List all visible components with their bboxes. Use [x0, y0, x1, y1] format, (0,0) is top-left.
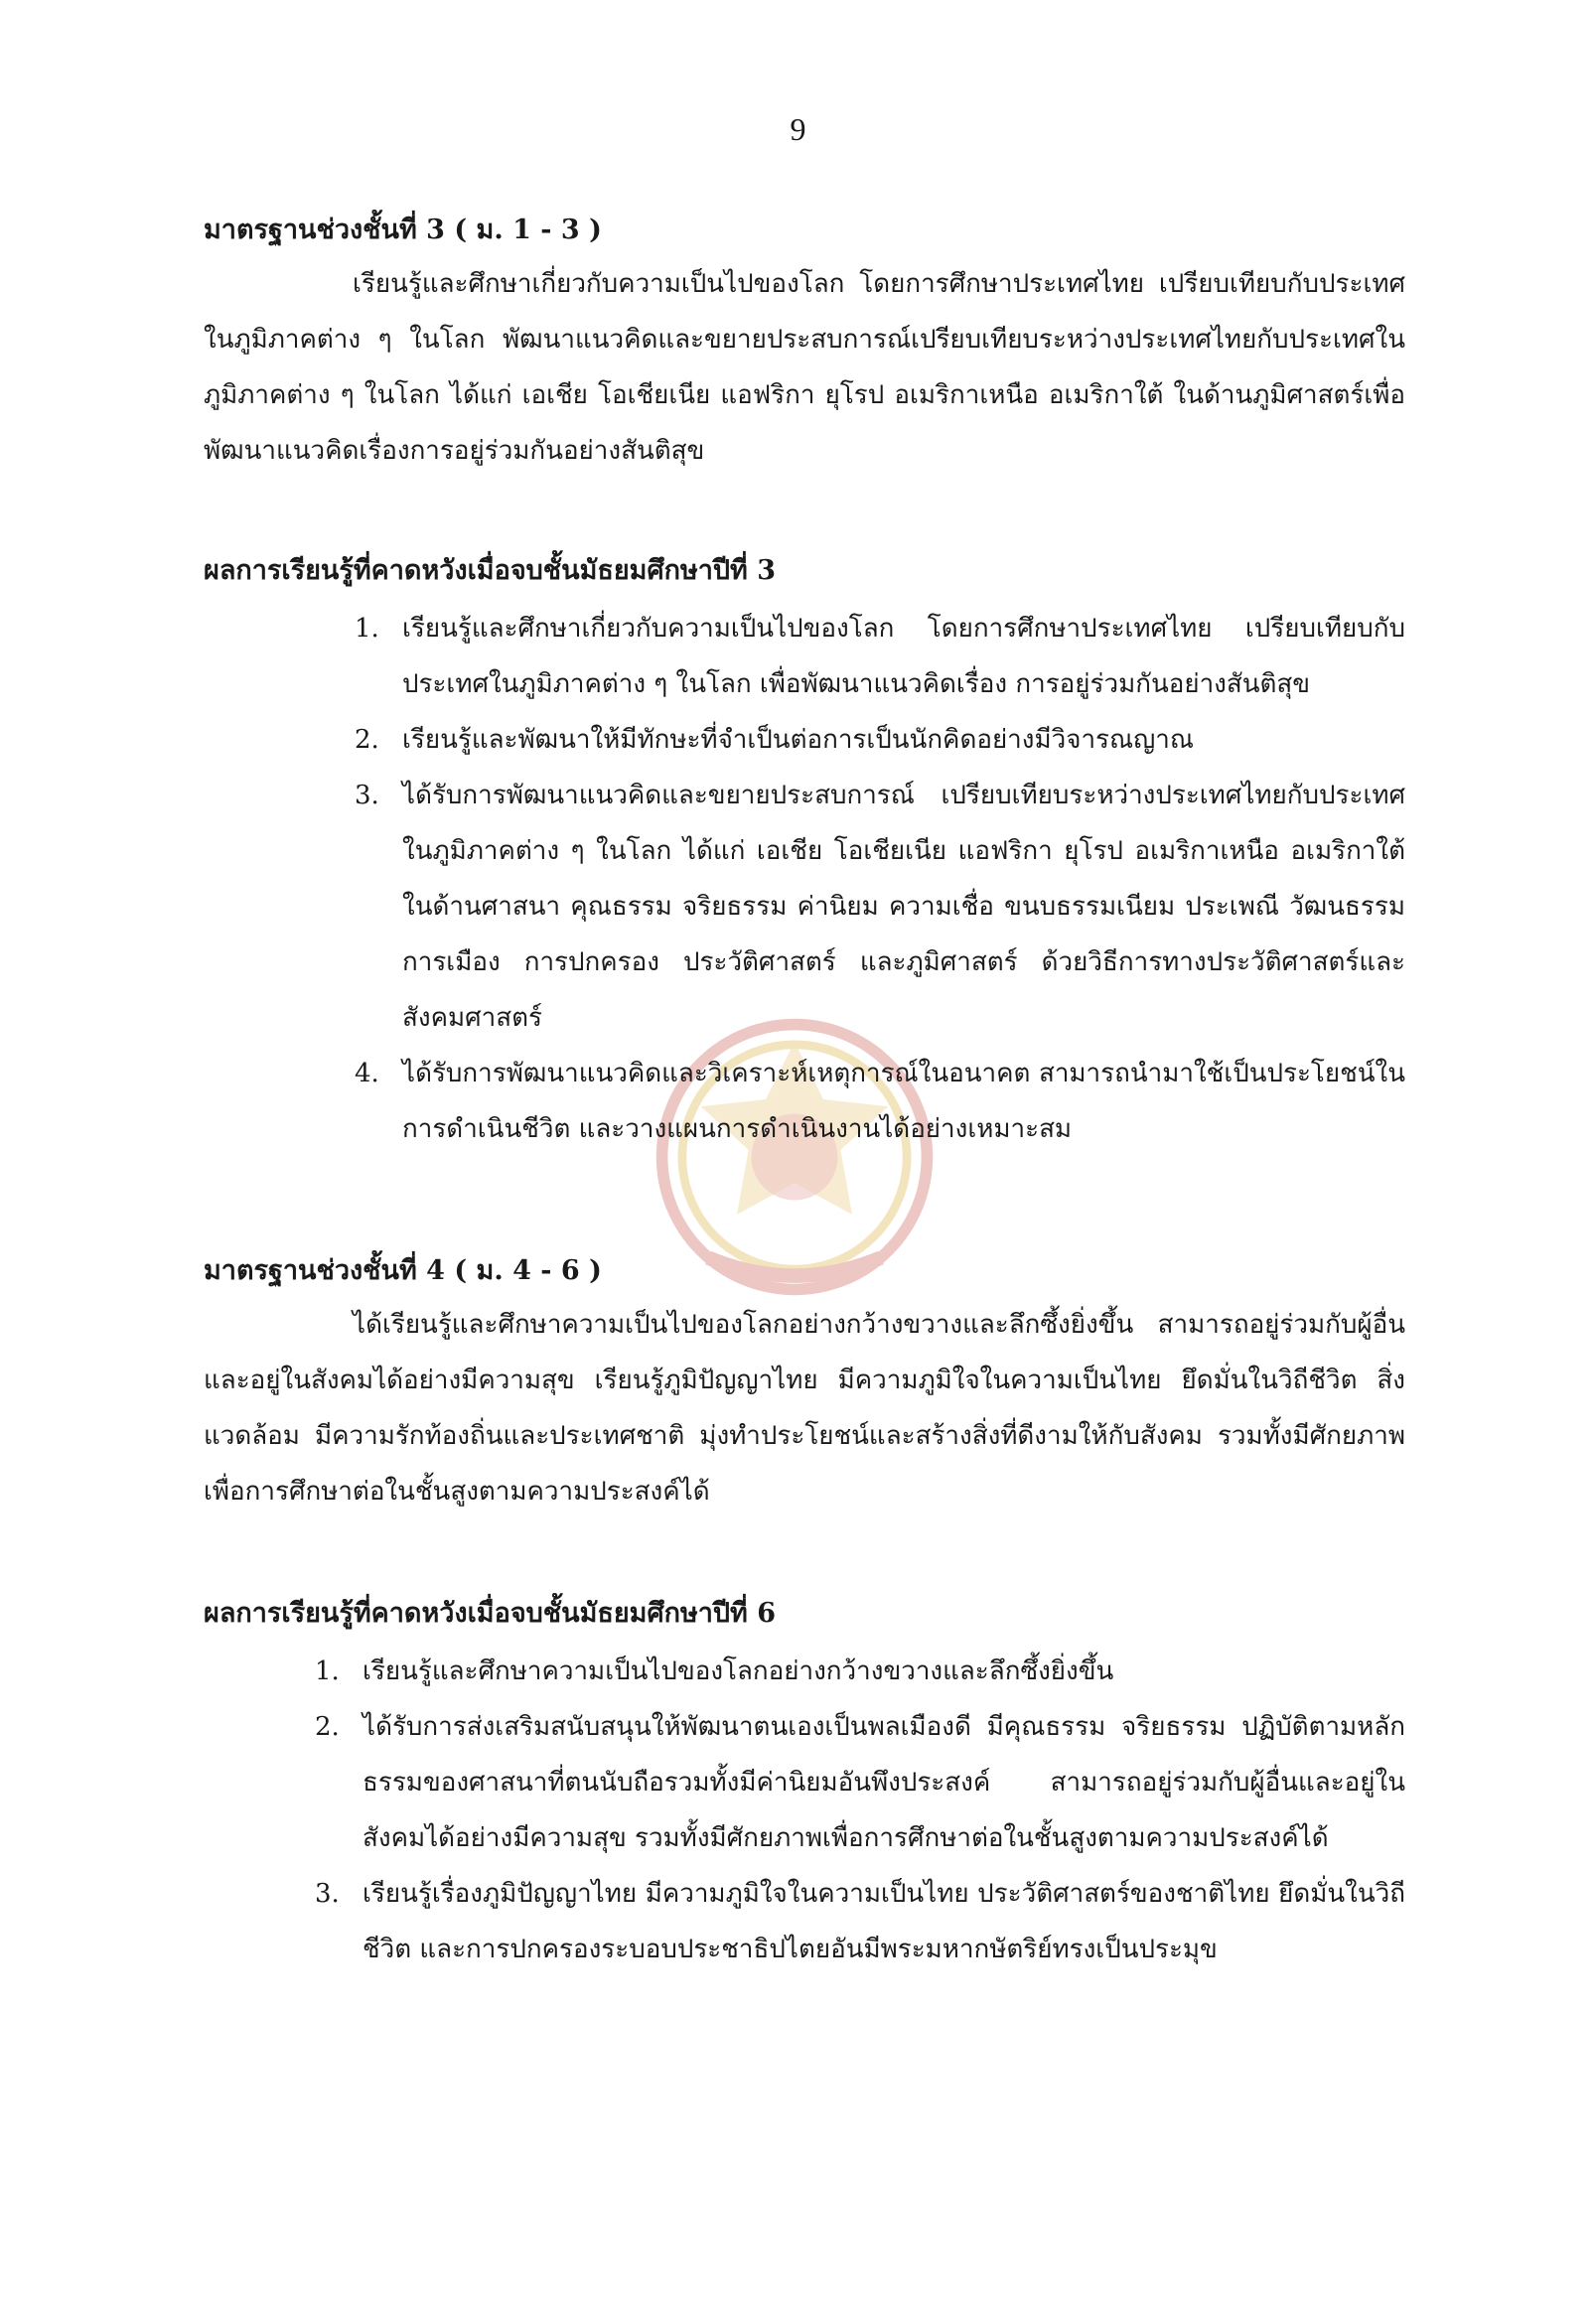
list-item: 1. เรียนรู้และศึกษาความเป็นไปของโลกอย่างกว้างขวางและลึกซึ้งยิ่งขึ้น: [315, 1656, 1114, 1686]
outcomes-grade-3-list: [355, 601, 1405, 1157]
outcomes-grade-6-list: [315, 1644, 1405, 1977]
outcomes-grade-3: [204, 551, 1405, 1157]
list-item: 4. ได้รับการพัฒนาแนวคิดและวิเคราะห์เหตุการณ์ในอนาคต สามารถนำมาใช้เป็นประโยชน์ในการดำเนินชีวิต และวางแผนการดำเนินงานได้อย่างเหมาะสม: [355, 1059, 1405, 1144]
standard-level-3: [204, 211, 1405, 479]
list-item: 2. เรียนรู้และพัฒนาให้มีทักษะที่จำเป็นต่อการเป็นนักคิดอย่างมีวิจารณญาณ: [355, 725, 1195, 755]
list-item: 2. ได้รับการส่งเสริมสนับสนุนให้พัฒนาตนเองเป็นพลเมืองดี มีคุณธรรม จริยธรรม ปฏิบัติตามหลักธรรมของศาสนาที่ตนนับถือรวมทั้งมีค่านิยมอันพึงประสงค์ สามารถอยู่ร่วมกับผู้อื่นและอยู่ในสังคมได้อย่างมีความสุข รวมทั้งมีศักยภาพเพื่อการศึกษาต่อในชั้นสูงตามความประสงค์ได้: [315, 1712, 1405, 1853]
standard-level-3-heading: มาตรฐานช่วงชั้นที่ 3 ( ม. 1 - 3 ): [204, 215, 602, 245]
list-item: 1. เรียนรู้และศึกษาเกี่ยวกับความเป็นไปของโลก โดยการศึกษาประเทศไทย เปรียบเทียบกับประเทศในภูมิภาคต่าง ๆ ในโลก เพื่อพัฒนาแนวคิดเรื่อง การอยู่ร่วมกันอย่างสันติสุข: [355, 614, 1405, 699]
standard-level-4: [204, 1251, 1405, 1519]
standard-level-3-paragraph: เรียนรู้และศึกษาเกี่ยวกับความเป็นไปของโลก โดยการศึกษาประเทศไทย เปรียบเทียบกับประเทศในภูมิภาคต่าง ๆ ในโลก พัฒนาแนวคิดและขยายประสบการณ์เปรียบเทียบระหว่างประเทศไทยกับประเทศในภูมิภาคต่าง ๆ ในโลก ได้แก่ เอเชีย โอเชียเนีย แอฟริกา ยุโรป อเมริกาเหนือ อเมริกาใต้ ในด้านภูมิศาสตร์เพื่อพัฒนาแนวคิดเรื่องการอยู่ร่วมกันอย่างสันติสุข: [204, 269, 1405, 466]
outcomes-grade-3-heading: ผลการเรียนรู้ที่คาดหวังเมื่อจบชั้นมัธยมศึกษาปีที่ 3: [204, 555, 777, 586]
standard-level-4-heading: มาตรฐานช่วงชั้นที่ 4 ( ม. 4 - 6 ): [204, 1255, 602, 1286]
standard-level-4-paragraph: ได้เรียนรู้และศึกษาความเป็นไปของโลกอย่างกว้างขวางและลึกซึ้งยิ่งขึ้น สามารถอยู่ร่วมกับผู้อื่นและอยู่ในสังคมได้อย่างมีความสุข เรียนรู้ภูมิปัญญาไทย มีความภูมิใจในความเป็นไทย ยึดมั่นในวิถีชีวิต สิ่งแวดล้อม มีความรักท้องถิ่นและประเทศชาติ มุ่งทำประโยชน์และสร้างสิ่งที่ดีงามให้กับสังคม รวมทั้งมีศักยภาพเพื่อการศึกษาต่อในชั้นสูงตามความประสงค์ได้: [204, 1310, 1405, 1507]
page-number: 9: [790, 111, 806, 147]
list-item: 3. ได้รับการพัฒนาแนวคิดและขยายประสบการณ์ เปรียบเทียบระหว่างประเทศไทยกับประเทศในภูมิภาคต่าง ๆ ในโลก ได้แก่ เอเชีย โอเชียเนีย แอฟริกา ยุโรป อเมริกาเหนือ อเมริกาใต้ในด้านศาสนา คุณธรรม จริยธรรม ค่านิยม ความเชื่อ ขนบธรรมเนียม ประเพณี วัฒนธรรม การเมือง การปกครอง ประวัติศาสตร์ และภูมิศาสตร์ ด้วยวิธีการทางประวัติศาสตร์และสังคมศาสตร์: [355, 781, 1405, 1033]
outcomes-grade-6-heading: ผลการเรียนรู้ที่คาดหวังเมื่อจบชั้นมัธยมศึกษาปีที่ 6: [204, 1598, 777, 1629]
outcomes-grade-6: [204, 1594, 1405, 1977]
list-item: 3. เรียนรู้เรื่องภูมิปัญญาไทย มีความภูมิใจในความเป็นไทย ประวัติศาสตร์ของชาติไทย ยึดมั่นในวิถีชีวิต และการปกครองระบอบประชาธิปไตยอันมีพระมหากษัตริย์ทรงเป็นประมุข: [315, 1879, 1405, 1964]
